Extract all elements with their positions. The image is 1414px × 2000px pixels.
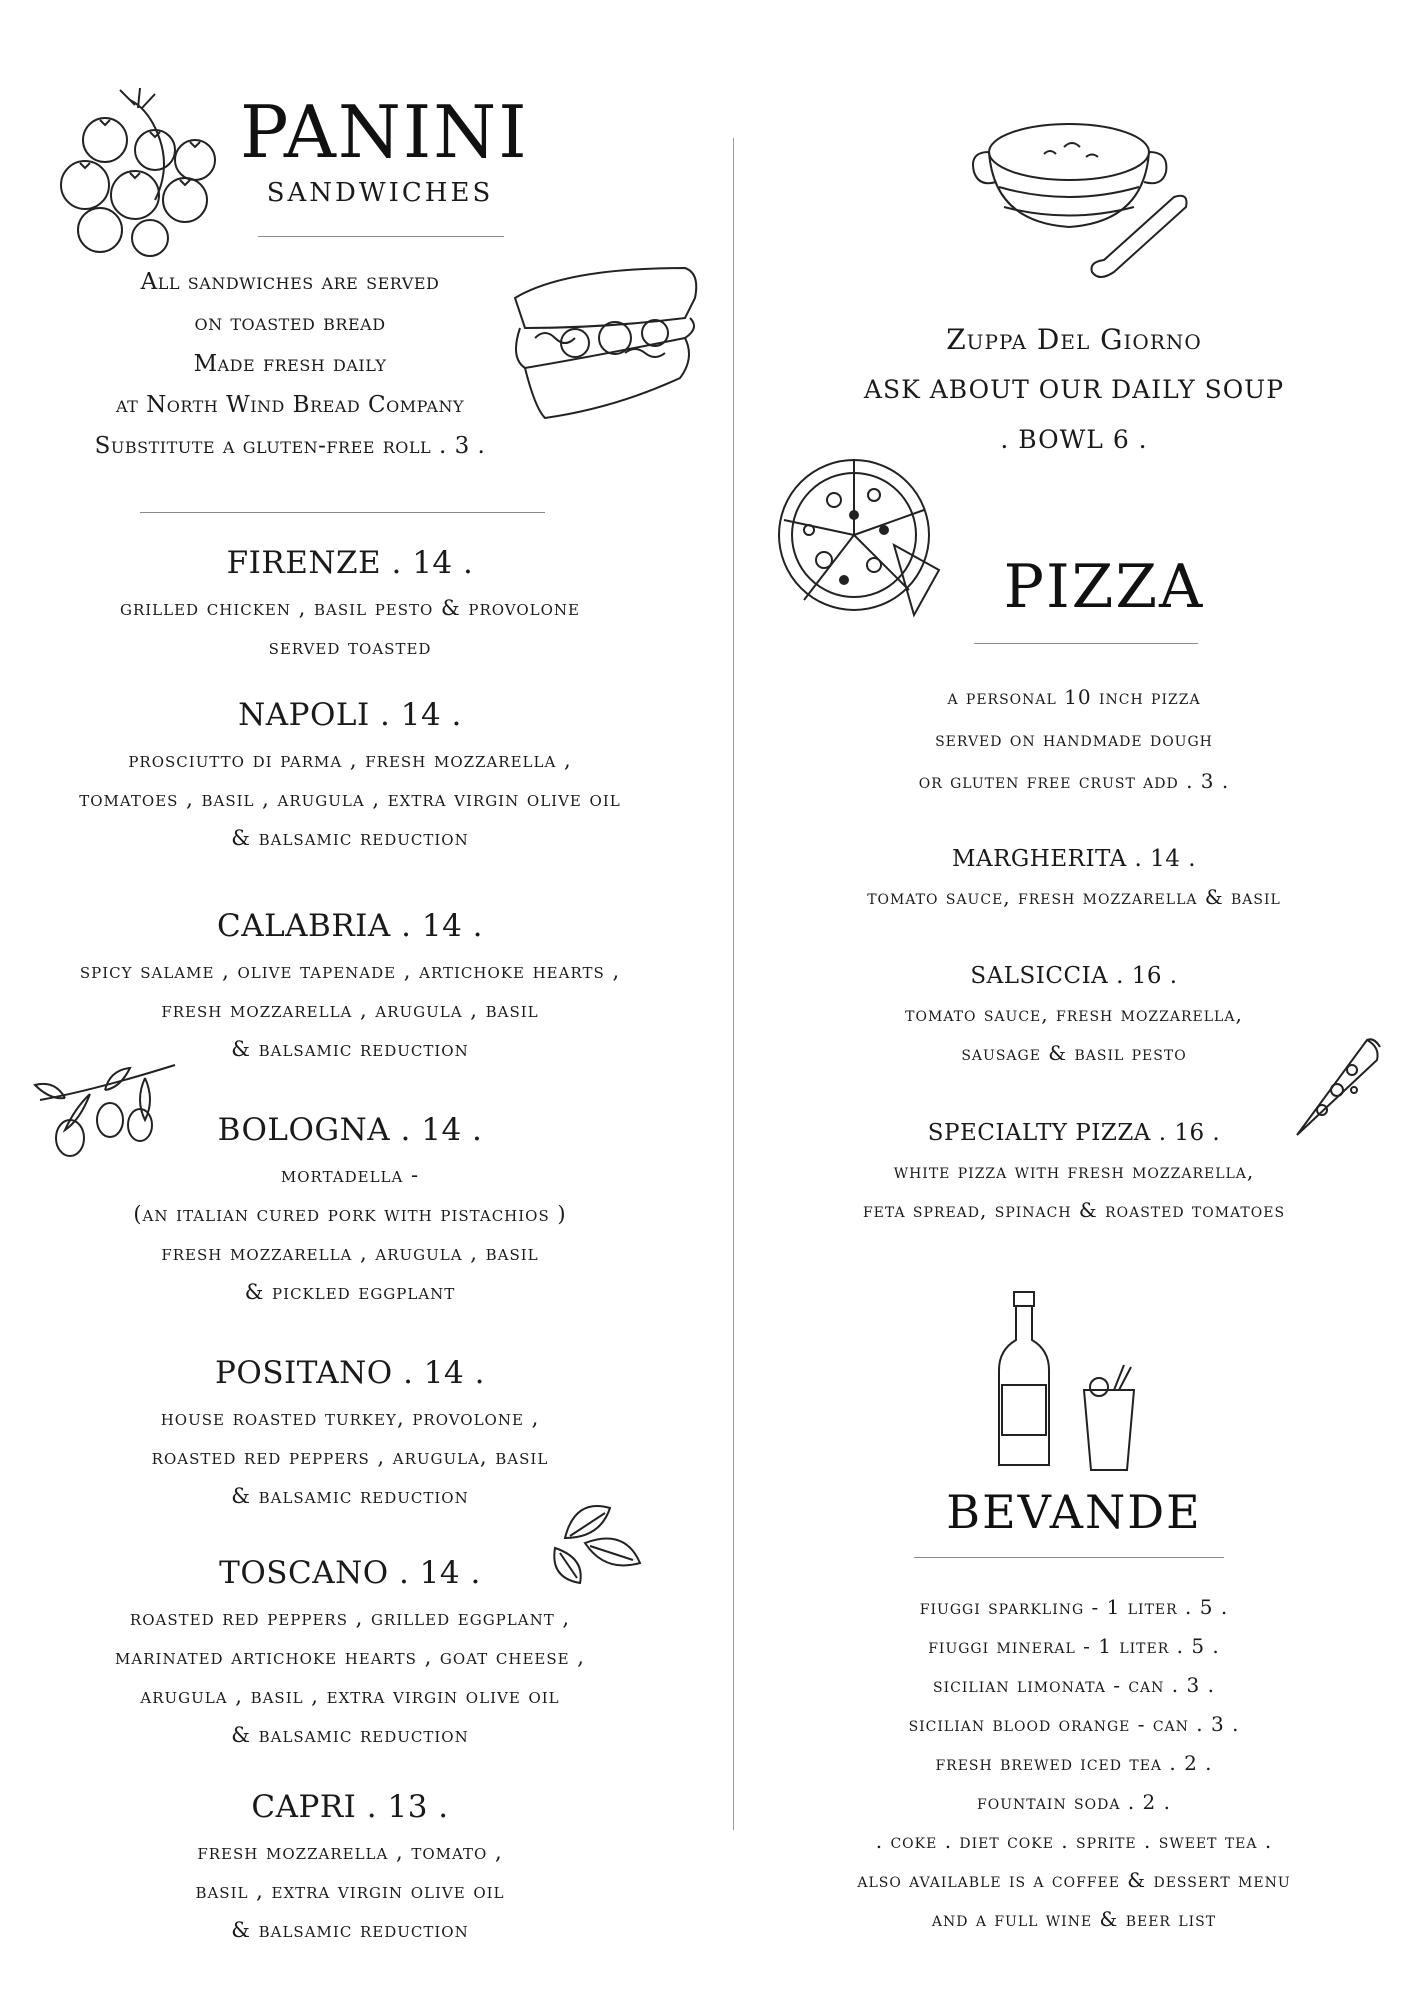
pizza-intro-line: served on handmade dough xyxy=(935,727,1213,751)
soup-description: ASK ABOUT OUR DAILY SOUP xyxy=(863,375,1285,404)
item-desc: (an italian cured pork with pistachios ) xyxy=(133,1202,567,1226)
item-desc: mortadella - xyxy=(280,1163,420,1187)
sandwich-icon xyxy=(505,258,705,428)
item-desc: white pizza with fresh mozzarella, xyxy=(893,1159,1255,1183)
item-name: CALABRIA . 14 . xyxy=(216,908,484,944)
panini-title: PANINI xyxy=(240,90,529,174)
intro-line: All sandwiches are served xyxy=(140,269,440,295)
item-desc: feta spread, spinach & roasted tomatoes xyxy=(862,1198,1286,1222)
item-desc: & balsamic reduction xyxy=(231,1723,469,1747)
item-desc: fresh mozzarella , arugula , basil xyxy=(161,1241,539,1265)
intro-rule xyxy=(140,512,545,513)
panini-title-rule xyxy=(258,236,504,237)
drink-item: . coke . diet coke . sprite . sweet tea . xyxy=(875,1829,1273,1853)
item-desc: roasted red peppers , arugula, basil xyxy=(151,1445,549,1469)
item-name: SALSICCIA . 16 . xyxy=(970,963,1178,989)
soup-section xyxy=(774,315,1374,465)
soup-bowl-icon xyxy=(974,112,1194,292)
item-desc: fresh mozzarella , arugula , basil xyxy=(161,998,539,1022)
item-desc: & balsamic reduction xyxy=(231,1037,469,1061)
item-name: FIRENZE . 14 . xyxy=(226,545,474,581)
panini-item xyxy=(20,697,680,858)
item-desc: & pickled eggplant xyxy=(244,1280,456,1304)
panini-item xyxy=(20,908,680,1069)
soup-price: . BOWL 6 . xyxy=(1000,425,1148,454)
panini-item xyxy=(20,545,680,667)
glass-icon xyxy=(1079,1365,1139,1475)
pizza-intro xyxy=(774,676,1374,802)
panini-subtitle: SANDWICHES xyxy=(266,178,494,208)
panini-item xyxy=(20,1112,680,1312)
item-desc: prosciutto di parma , fresh mozzarella , xyxy=(128,748,572,772)
item-desc: spicy salame , olive tapenade , artichoke hearts , xyxy=(79,959,621,983)
panini-item xyxy=(20,1555,680,1755)
drink-item: fountain soda . 2 . xyxy=(977,1790,1171,1814)
pizza-intro-line: a personal 10 inch pizza xyxy=(947,685,1201,709)
bottle-icon xyxy=(994,1290,1054,1470)
drink-item: fiuggi mineral - 1 liter . 5 . xyxy=(928,1634,1220,1658)
intro-line: Substitute a gluten-free roll . 3 . xyxy=(94,433,486,459)
item-desc: grilled chicken , basil pesto & provolone xyxy=(119,596,581,620)
pizza-icon xyxy=(774,450,944,620)
item-name: POSITANO . 14 . xyxy=(215,1355,485,1391)
item-name: SPECIALTY PIZZA . 16 . xyxy=(927,1120,1221,1146)
item-desc: fresh mozzarella , tomato , xyxy=(197,1840,503,1864)
item-desc: served toasted xyxy=(268,635,432,659)
drink-item: sicilian blood orange - can . 3 . xyxy=(908,1712,1240,1736)
intro-line: Made fresh daily xyxy=(193,351,387,377)
drink-item: fresh brewed iced tea . 2 . xyxy=(935,1751,1213,1775)
item-desc: & balsamic reduction xyxy=(231,1484,469,1508)
bevande-list xyxy=(764,1588,1384,1939)
pizza-item xyxy=(774,1120,1374,1230)
item-desc: tomato sauce, fresh mozzarella & basil xyxy=(867,885,1281,909)
soup-title: Zuppa Del Giorno xyxy=(946,323,1202,356)
bevande-title: BEVANDE xyxy=(946,1485,1202,1539)
panini-intro xyxy=(60,262,520,467)
item-name: CAPRI . 13 . xyxy=(251,1789,449,1825)
pizza-title-rule xyxy=(974,643,1198,644)
item-desc: basil , extra virgin olive oil xyxy=(195,1879,505,1903)
item-desc: marinated artichoke hearts , goat cheese , xyxy=(115,1645,585,1669)
pizza-intro-line: or gluten free crust add . 3 . xyxy=(918,769,1230,793)
item-desc: & balsamic reduction xyxy=(231,1918,469,1942)
bevande-title-rule xyxy=(914,1557,1224,1558)
drink-item: fiuggi sparkling - 1 liter . 5 . xyxy=(919,1595,1229,1619)
item-desc: roasted red peppers , grilled eggplant , xyxy=(129,1606,571,1630)
item-name: TOSCANO . 14 . xyxy=(219,1555,481,1591)
pizza-title: PIZZA xyxy=(1003,552,1205,622)
tomatoes-icon xyxy=(60,80,220,260)
intro-line: at North Wind Bread Company xyxy=(115,392,465,418)
panini-item xyxy=(20,1789,680,1950)
intro-line: on toasted bread xyxy=(194,310,386,336)
item-desc: arugula , basil , extra virgin olive oil xyxy=(140,1684,560,1708)
right-column xyxy=(734,0,1414,2000)
drink-note: also available is a coffee & dessert menu xyxy=(857,1868,1291,1892)
item-desc: tomatoes , basil , arugula , extra virgin olive oil xyxy=(79,787,621,811)
pizza-item xyxy=(774,846,1374,917)
item-desc: sausage & basil pesto xyxy=(961,1041,1187,1065)
item-name: NAPOLI . 14 . xyxy=(238,697,462,733)
item-desc: house roasted turkey, provolone , xyxy=(160,1406,540,1430)
item-desc: & balsamic reduction xyxy=(231,826,469,850)
item-desc: tomato sauce, fresh mozzarella, xyxy=(905,1002,1243,1026)
item-name: MARGHERITA . 14 . xyxy=(951,846,1197,872)
drink-note: and a full wine & beer list xyxy=(931,1907,1217,1931)
drink-item: sicilian limonata - can . 3 . xyxy=(933,1673,1215,1697)
item-name: BOLOGNA . 14 . xyxy=(217,1112,483,1148)
